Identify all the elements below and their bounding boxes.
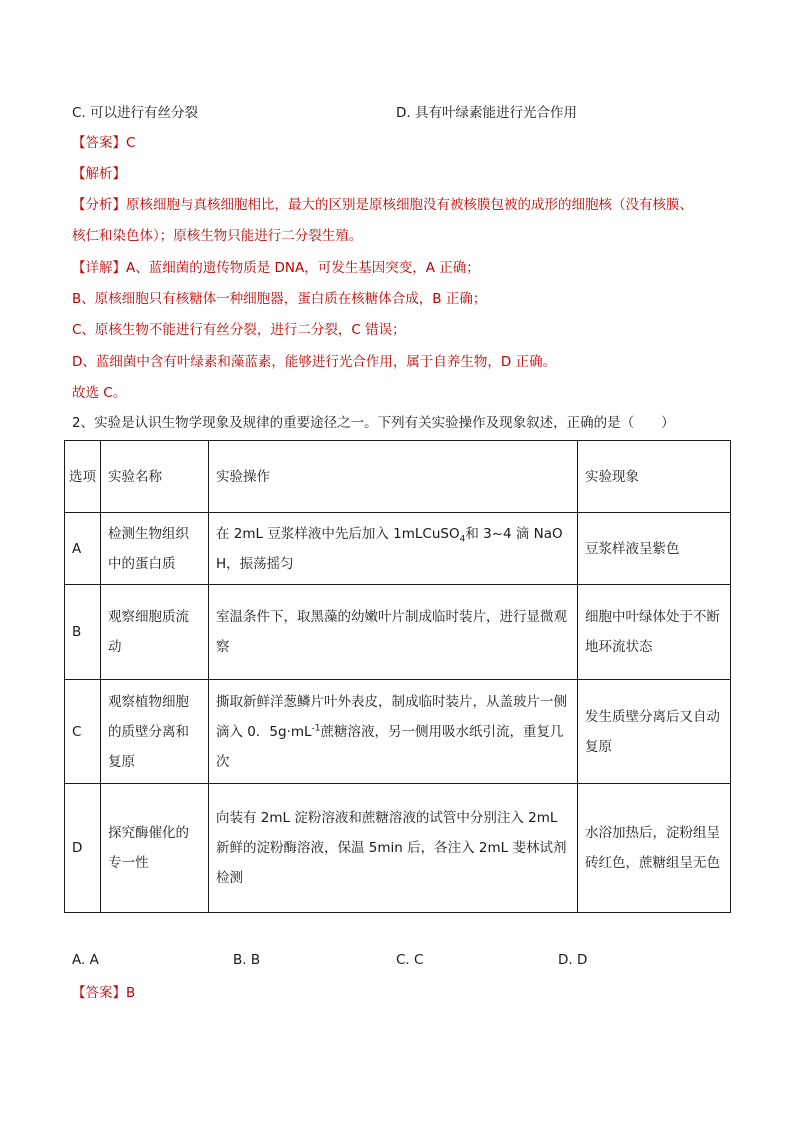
answer-2 — [72, 984, 135, 1002]
row-option: A — [65, 513, 101, 585]
analysis-label: 【分析】 — [72, 197, 126, 213]
detail-line-a — [72, 259, 480, 277]
header-operation: 实验操作 — [209, 441, 578, 513]
question-2-stem: 2、实验是认识生物学现象及规律的重要途径之一。下列有关实验操作及现象叙述，正确的是（ ） — [72, 415, 675, 431]
answer-1 — [72, 134, 135, 152]
answer-option-a: A. A — [72, 952, 99, 968]
analysis-heading: 【解析】 — [72, 166, 126, 182]
row-option: B — [65, 585, 101, 680]
header-result: 实验现象 — [578, 441, 731, 513]
header-option: 选项 — [65, 441, 101, 513]
answer-option-c: C. C — [396, 952, 424, 968]
row-operation-sup: -1 — [311, 723, 321, 733]
row-option: D — [65, 784, 101, 913]
answer-label: 【答案】 — [72, 985, 126, 1001]
row-result: 水浴加热后，淀粉组呈砖红色，蔗糖组呈无色 — [578, 784, 731, 913]
row-operation-pre: 撕取新鲜洋葱鳞片叶外表皮，制成临时装片，从盖玻片一侧滴入 0．5g·mL — [216, 693, 567, 740]
row-operation — [209, 513, 578, 585]
detail-line-c: C、原核生物不能进行有丝分裂，进行二分裂，C 错误； — [72, 322, 406, 338]
detail-label: 【详解】 — [72, 260, 126, 276]
row-name: 观察植物细胞的质壁分离和复原 — [101, 680, 209, 784]
row-operation-sub: 4 — [459, 534, 466, 545]
row-name: 观察细胞质流动 — [101, 585, 209, 680]
table-row — [65, 585, 731, 680]
table-row — [65, 784, 731, 913]
row-option: C — [65, 680, 101, 784]
detail-line-d: D、蓝细菌中含有叶绿素和藻蓝素，能够进行光合作用，属于自养生物，D 正确。 — [72, 354, 557, 370]
detail-conclusion: 故选 C。 — [72, 385, 127, 401]
row-result: 发生质壁分离后又自动复原 — [578, 680, 731, 784]
row-result: 细胞中叶绿体处于不断地环流状态 — [578, 585, 731, 680]
analysis-text-1: 原核细胞与真核细胞相比，最大的区别是原核细胞没有被核膜包被的成形的细胞核（没有核膜、 — [126, 197, 693, 213]
row-operation-post: 蔗糖溶液，另一侧用吸水纸引流，重复几次 — [216, 723, 564, 770]
answer-option-d: D. D — [558, 952, 588, 968]
analysis-line-2: 核仁和染色体）；原核生物只能进行二分裂生殖。 — [72, 228, 363, 244]
row-operation — [209, 680, 578, 784]
row-name: 探究酶催化的专一性 — [101, 784, 209, 913]
analysis-line-1 — [72, 196, 693, 214]
row-operation: 向装有 2mL 淀粉溶液和蔗糖溶液的试管中分别注入 2mL 新鲜的淀粉酶溶液，保温 5min 后，各注入 2mL 斐林试剂检测 — [209, 784, 578, 913]
option-d-prev: D. 具有叶绿素能进行光合作用 — [396, 105, 577, 121]
table-row — [65, 513, 731, 585]
detail-line-b: B、原核细胞只有核糖体一种细胞器，蛋白质在核糖体合成，B 正确； — [72, 291, 487, 307]
answer-label: 【答案】 — [72, 135, 126, 151]
row-name: 检测生物组织中的蛋白质 — [101, 513, 209, 585]
header-name: 实验名称 — [101, 441, 209, 513]
table-header-row — [65, 441, 731, 513]
table-row — [65, 680, 731, 784]
answer-value: C — [126, 135, 136, 151]
experiment-table — [64, 440, 731, 913]
row-operation-pre: 在 2mL 豆浆样液中先后加入 1mLCuSO — [216, 525, 460, 542]
row-operation: 室温条件下，取黑藻的幼嫩叶片制成临时装片，进行显微观察 — [209, 585, 578, 680]
option-c-prev: C. 可以进行有丝分裂 — [72, 105, 199, 121]
row-result: 豆浆样液呈紫色 — [578, 513, 731, 585]
row-operation-post: 和 3~4 滴 NaOH，振荡摇匀 — [216, 525, 563, 572]
answer-option-b: B. B — [233, 952, 261, 968]
answer-value: B — [126, 985, 136, 1001]
detail-text-a: A、蓝细菌的遗传物质是 DNA，可发生基因突变，A 正确； — [126, 260, 480, 276]
